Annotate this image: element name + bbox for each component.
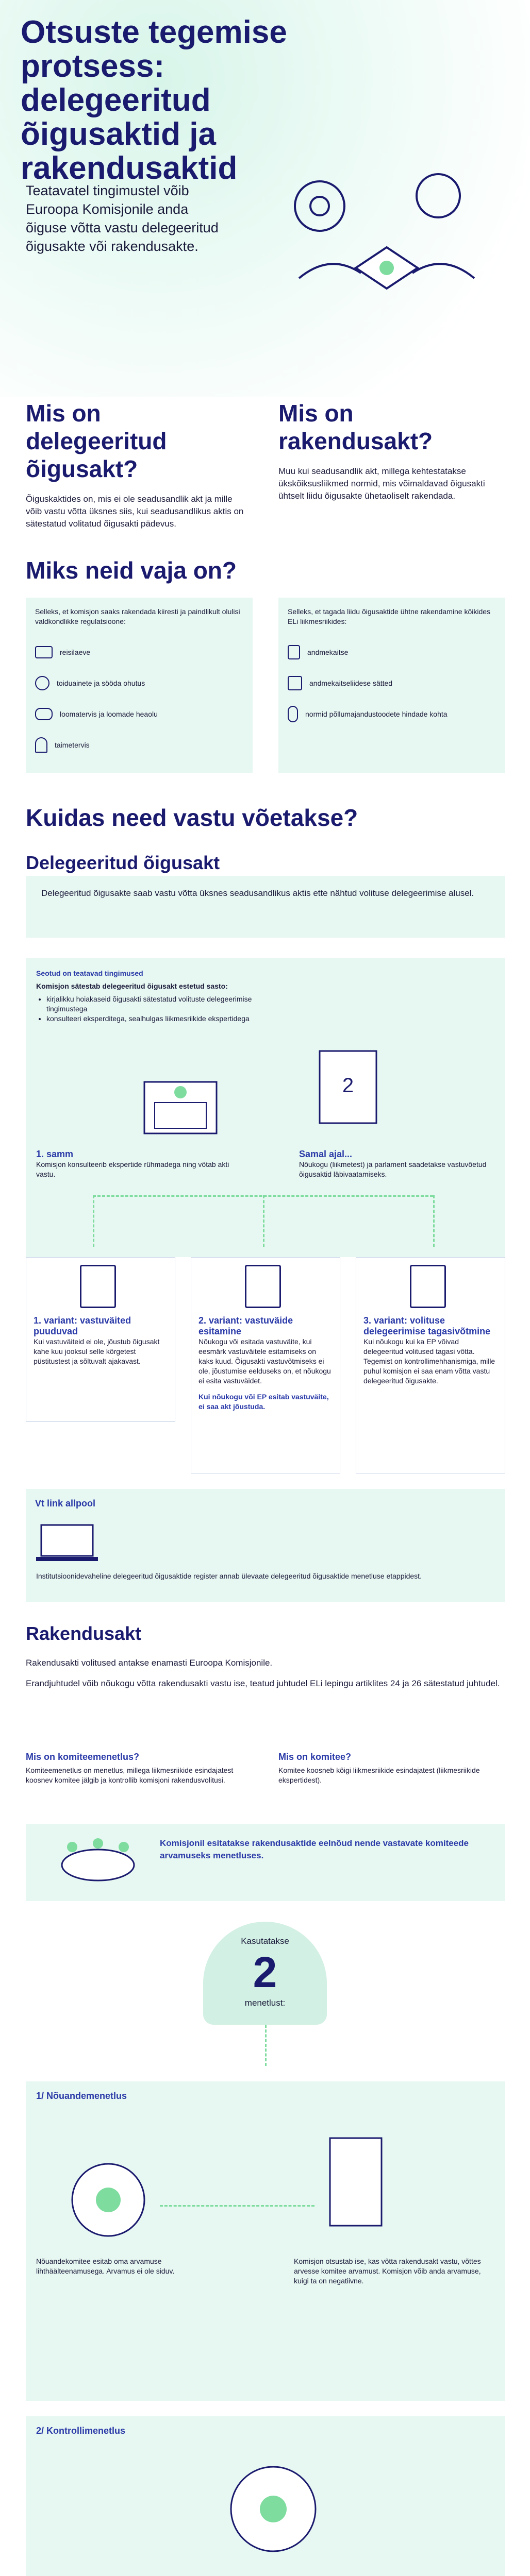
step1-text: Komisjon konsulteerib ekspertide rühmadega ning võtab akti vastu. (36, 1160, 229, 1178)
connector-line (93, 1195, 94, 1247)
committee-note-box (26, 1824, 505, 1901)
variant3-text: Kui nõukogu kui ka EP võivad delegeeritud volitused tagasi võtta. Tegemist on kontrollimehhanismiga, mille puhul komisjon ei saa enam võtta vastu delegeeritud õigusakte. (363, 1337, 495, 1385)
step2-label: Samal ajal... (299, 1149, 353, 1159)
list-item: loomatervis ja loomade heaolu (35, 699, 243, 730)
badge-bottom: menetlust: (244, 1998, 286, 2008)
list-item: • kirjalikku hoiakaseid õigusakti sätestatud volituste delegeerimise tingimustega (46, 994, 253, 1014)
variant1-card (26, 1257, 175, 1422)
variant2-title: 2. variant: vastuväide esitamine (198, 1315, 293, 1336)
document-icon (80, 1265, 116, 1308)
laptop-icon (36, 1520, 98, 1566)
step1-block (36, 1149, 242, 1179)
list-item: toiduainete ja sööda ohutus (35, 668, 243, 699)
lock-icon (288, 645, 300, 659)
variant3-title: 3. variant: volituse delegeerimise tagasivõtmine (363, 1315, 491, 1336)
food-icon (35, 676, 49, 690)
variant1-title: 1. variant: vastuväited puuduvad (34, 1315, 131, 1336)
comitology-question (26, 1752, 253, 1785)
variant3-card (356, 1257, 505, 1473)
hero-section (0, 0, 530, 397)
advisory-section (26, 2081, 505, 2401)
document-icon (314, 2128, 397, 2241)
list-item: andmekaitse (288, 637, 496, 668)
q1-text: Komiteemenetlus on menetlus, millega liikmesriikide esindajatest koosnev komitee jälgib ja kontrollib komisjoni rakendusvolitusi. (26, 1766, 234, 1784)
step2-text: Nõukogu (liikmetest) ja parlament saadetakse vastuvõetud õigusaktid läbivaatamiseks. (299, 1160, 487, 1178)
document-icon (299, 1041, 402, 1133)
how-section (26, 804, 505, 874)
connector-line (265, 2025, 267, 2066)
database-icon (288, 676, 302, 690)
why-left-box (26, 598, 253, 773)
eu-building-icon (134, 1061, 227, 1144)
why-right-list (288, 637, 496, 730)
document-icon (245, 1265, 281, 1308)
implementing-intro2: Erandjuhtudel võib nõukogu võtta rakendusakti vastu ise, teatud juhtudel ELi lepingu artiklites 24 ja 26 sätestatud juhtudel. (26, 1679, 500, 1688)
connector-line (433, 1195, 435, 1247)
committee-vote-icon (222, 2458, 325, 2561)
examination-section (26, 2416, 505, 2576)
why-left-list (35, 637, 243, 760)
list-item: normid põllumajandustoodete hindade kohta (288, 699, 496, 730)
badge-top: Kasutatakse (241, 1936, 289, 1946)
committee-vote-icon (57, 2159, 160, 2246)
committee-note: Komisjonil esitatakse rakendusaktide eelnõud nende vastavate komiteede arvamuseks menetluses. (160, 1838, 469, 1860)
wheat-icon (288, 706, 298, 722)
advisory-right-text: Komisjon otsustab ise, kas võtta rakendusakt vastu, võttes arvesse komitee arvamust. Komisjon võib anda arvamuse, kuigi ta on negatiivne. (294, 2257, 481, 2285)
delegated-intro-box (26, 876, 505, 938)
plant-icon (35, 737, 47, 753)
badge-number: 2 (253, 1948, 277, 1996)
examination-title: 2/ Kontrollimenetlus (36, 2426, 126, 2436)
delegated-act-title: Delegeeritud õigusakt (26, 852, 220, 873)
conditions-lead: Komisjon sätestab delegeeritud õigusakt estetud sasto: (36, 982, 228, 990)
step2-block (299, 1149, 495, 1179)
how-title: Kuidas need vastu võetakse? (26, 804, 358, 831)
q1-title: Mis on komiteemenetlus? (26, 1752, 140, 1762)
q2-title: Mis on komitee? (278, 1752, 352, 1762)
delegated-definition (26, 399, 247, 530)
conditions-list (46, 994, 253, 1024)
gears-handshake-icon (268, 149, 505, 319)
list-item: reisilaeve (35, 637, 243, 668)
ship-icon (35, 646, 53, 658)
implementing-section (26, 1623, 505, 1690)
advisory-left-text: Nõuandekomitee esitab oma arvamuse lihthäälteenamusega. Arvamus ei ole siduv. (36, 2257, 175, 2275)
why-right-intro: Selleks, et tagada liidu õigusaktide ühtne rakendamine kõikides ELi liikmesriikides: (288, 607, 491, 625)
list-item: • konsulteeri eksperditega, sealhulgas liikmesriikide ekspertidega (46, 1014, 253, 1024)
svg-text:2: 2 (342, 1074, 354, 1097)
variant2-note: Kui nõukogu või EP esitab vastuväite, ei saa akt jõustuda. (198, 1393, 329, 1411)
conditions-box (36, 969, 253, 1024)
why-section (26, 556, 505, 584)
hero-intro: Teatavatel tingimustel võib Euroopa Komisjonile anda õiguse võtta vastu delegeeritud õigusakte või rakendusakte. (26, 183, 219, 254)
step1-label: 1. samm (36, 1149, 74, 1159)
implementing-definition (278, 399, 505, 502)
register-title[interactable]: Vt link allpool (35, 1498, 96, 1509)
register-text: Institutsioonidevaheline delegeeritud õigusaktide register annab ülevaate delegeeritud õigusaktide menetluse etappidest. (36, 1572, 422, 1580)
connector-line (160, 2205, 314, 2207)
q2-text: Komitee koosneb kõigi liikmesriikide esindajatest (liikmesriikide ekspertidest). (278, 1766, 480, 1784)
list-item: taimetervis (35, 730, 243, 760)
procedures-badge (203, 1922, 327, 2025)
delegated-steps-area (26, 958, 505, 1257)
why-left-intro: Selleks, et komisjon saaks rakendada kiiresti ja paindlikult olulisi valdkondlikke regulatsioone: (35, 607, 240, 625)
delegated-intro: Delegeeritud õigusakte saab vastu võtta üksnes seadusandlikus aktis ette nähtud volituse delegeerimise alusel. (41, 888, 474, 898)
variant2-card (191, 1257, 340, 1473)
variant1-text: Kui vastuväiteid ei ole, jõustub õigusakt kahe kuu jooksul selle kõrgetest püstitustest ja sõltuvalt ajakavast. (34, 1337, 160, 1365)
why-right-box (278, 598, 505, 773)
document-icon (410, 1265, 446, 1308)
why-title: Miks neid vaja on? (26, 557, 237, 584)
implementing-question: Mis on rakendusakt? (278, 400, 433, 454)
committee-question (278, 1752, 505, 1785)
delegated-answer: Õiguskaktides on, mis ei ole seadusandlik akt ja mille võib vastu võtta üksnes siis, kui seadusandlikus aktis on sätestatud volitatud õigusakti pädevus. (26, 494, 244, 529)
implementing-title: Rakendusakt (26, 1623, 142, 1644)
list-item: andmekaitseliidese sätted (288, 668, 496, 699)
conditions-title: Seotud on teatavad tingimused (36, 969, 143, 977)
implementing-intro1: Rakendusakti volitused antakse enamasti Euroopa Komisjonile. (26, 1658, 273, 1668)
animal-icon (35, 708, 53, 720)
connector-line (263, 1195, 264, 1247)
variant2-text: Nõukogu või esitada vastuväite, kui eesmärk vastuväitele esitamiseks on kaks kuud. Õigusakti vastuvõtmiseks ei ole, jõustumise eelduseks on, et nõukogu ei esita vastuväidet. (198, 1337, 331, 1385)
advisory-title: 1/ Nõuandemenetlus (36, 2091, 127, 2101)
implementing-answer: Muu kui seadusandlik akt, millega kehtestatakse ükskõiksusliikmed normid, mis võimaldavad õigusakti ühtselt liidu õigusakte ühetaoliselt rakendada. (278, 466, 485, 501)
page-title: Otsuste tegemise protsess: delegeeritud õigusaktid ja rakendusaktid (21, 14, 287, 186)
register-box (26, 1489, 505, 1602)
delegated-question: Mis on delegeeritud õigusakt? (26, 400, 167, 482)
meeting-table-icon (57, 1834, 139, 1891)
